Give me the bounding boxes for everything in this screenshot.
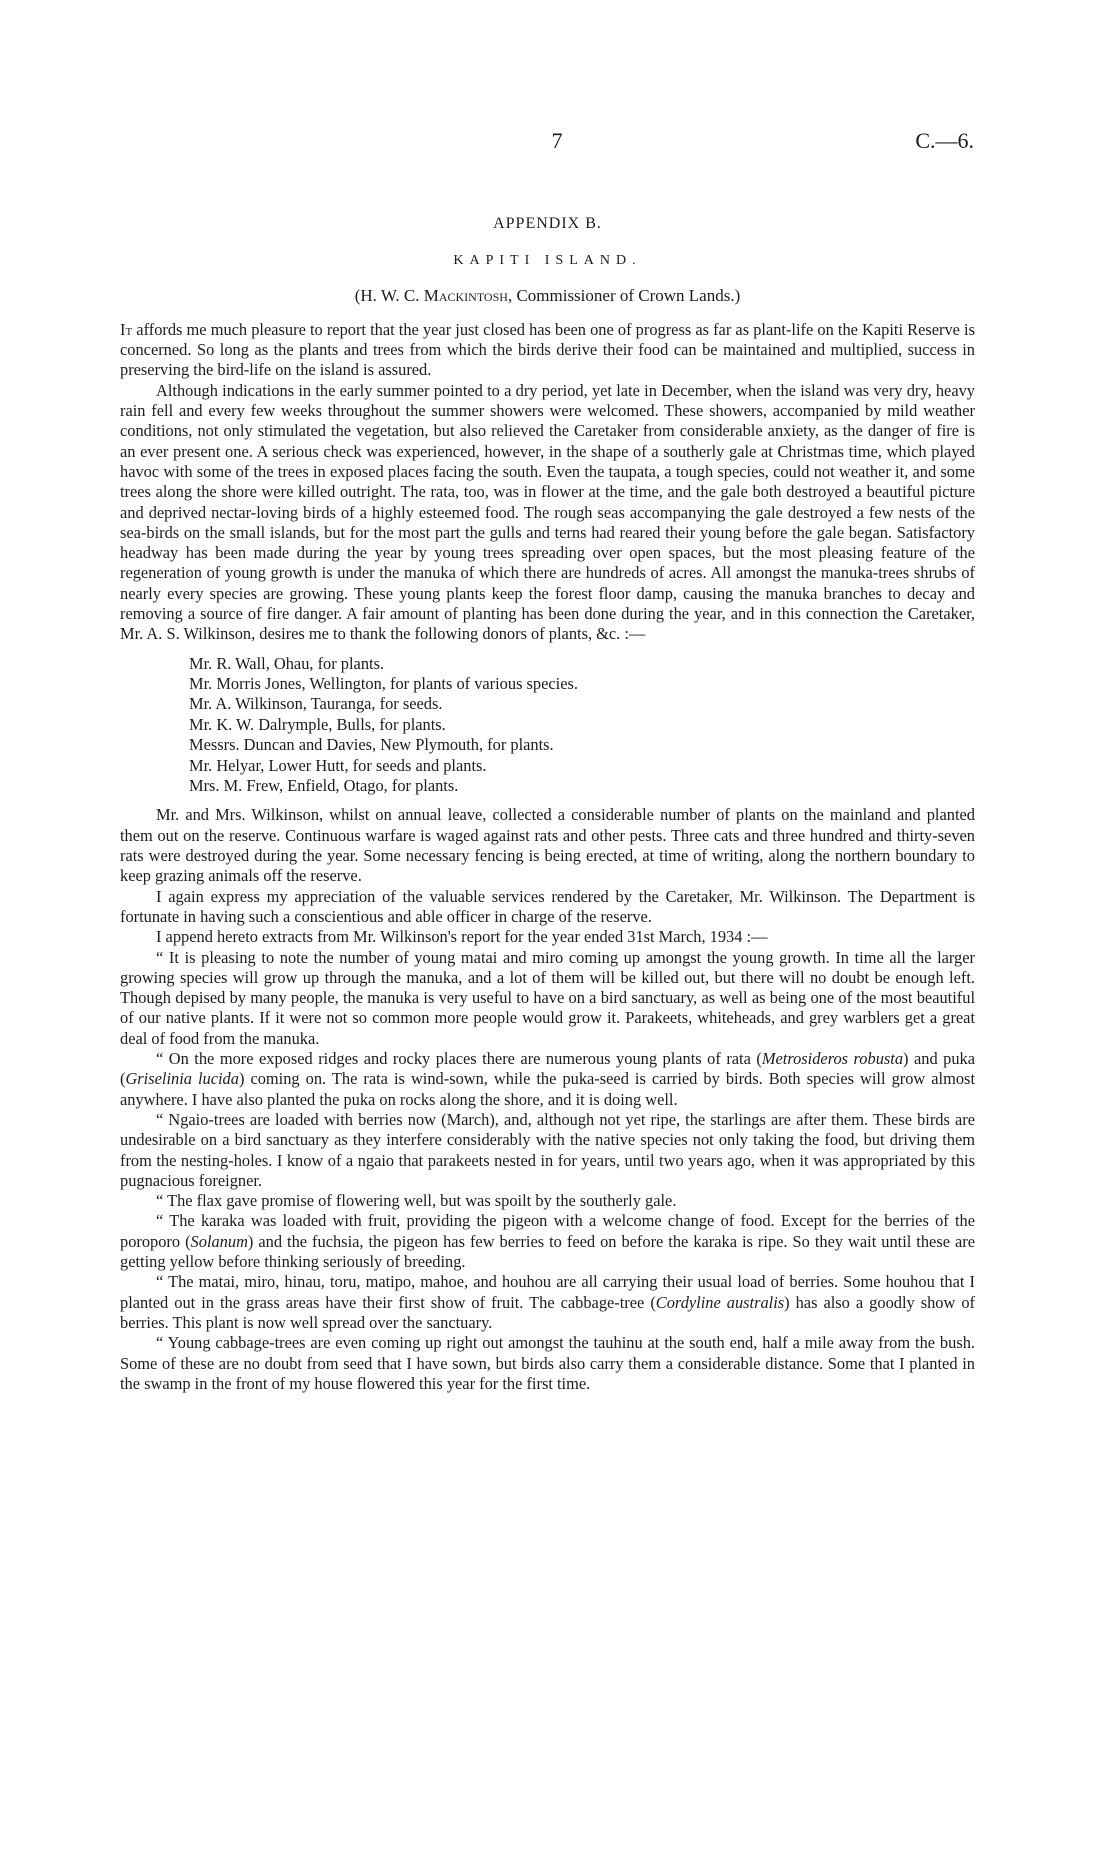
donor-item: Mr. A. Wilkinson, Tauranga, for seeds. [189,694,443,714]
paragraph-appreciation: I again express my appreciation of the valuable services rendered by the Caretaker, Mr. Wilkinson. The Department is fortunate in having such a conscientious and able officer in charge of the reserve. [120,886,975,926]
paragraph-lead-word: It [120,319,133,339]
text-run: “ The karaka was loaded with fruit, providing the pigeon with a welcome change of food. Except for the berries of the poroporo ( [120,1211,975,1251]
author-name: Mackintosh [423,285,508,305]
donor-item: Mr. Helyar, Lower Hutt, for seeds and plants. [189,755,487,775]
appendix-title: APPENDIX B. [493,215,602,232]
paragraph-berries [120,1272,975,1333]
text-run: “ The matai, miro, hinau, toru, matipo, mahoe, and houhou are all carrying their usual load of berries. Some houhou that I planted out in the grass areas have their first show of fruit. The cabbage-tree ( [120,1272,975,1312]
donor-item: Messrs. Duncan and Davies, New Plymouth, for plants. [189,735,554,755]
text-run: ) coming on. The rata is wind-sown, while the puka-seed is carried by birds. Both species will grow almost anywhere. I have also planted the puka on rocks along the shore, and it is doing well. [120,1069,975,1109]
paragraph-intro-text: affords me much pleasure to report that the year just closed has been one of progress as far as plant-life on the Kapiti Reserve is concerned. So long as the plants and trees from which the birds derive their food can be maintained and multiplied, success in preserving the bird-life on the island is assured. [120,319,975,380]
donor-list [189,654,975,797]
text-run: “ On the more exposed ridges and rocky places there are numerous young plants of rata ( [156,1049,762,1069]
paragraph-season: Although indications in the early summer pointed to a dry period, yet late in December, when the island was very dry, heavy rain fell and every few weeks throughout the summer showers were welcomed. These showers, accompanied by mild weather conditions, not only stimulated the vegetation, but also relieved the Caretaker from considerable anxiety, as the danger of fire is an ever present one. A serious check was experienced, however, in the shape of a southerly gale at Christmas time, which played havoc with some of the trees in exposed places facing the south. Even the taupata, a tough species, could not weather it, and some trees along the shore were killed outright. The rata, too, was in flower at the time, and the gale both destroyed a beautiful picture and deprived nectar-loving birds of a highly esteemed food. The rough seas accompanying the gale destroyed a few nests of the sea-birds on the small islands, but for the most part the gulls and terns had reared their young before the gale began. Satisfactory headway has been made during the year by young trees spreading over open spaces, but the most pleasing feature of the regeneration of young growth is under the manuka of which there are hundreds of acres. All amongst the manuka-trees shrubs of nearly every species are growing. These young plants keep the forest floor damp, causing the manuka branches to decay and removing a source of fire danger. A fair amount of planting has been done during the year, and in this connection the Caretaker, Mr. A. S. Wilkinson, desires me to thank the following donors of plants, &c. :— [120,380,975,644]
author-title: , Commissioner of Crown Lands.) [507,285,741,305]
text-run: ) has also a goodly show of berries. This plant is now well spread over the sanctuary. [120,1292,975,1332]
species-name: Cordyline australis [655,1292,785,1312]
paragraph-leave: Mr. and Mrs. Wilkinson, whilst on annual leave, collected a considerable number of plants on the mainland and planted them out on the reserve. Continuous warfare is waged against rats and other pests. Three cats and three hundred and thirty-seven rats were destroyed during the year. Some necessary fencing is being erected, at time of writing, along the northern boundary to keep grazing animals off the reserve. [120,805,975,886]
donor-item: Mr. K. W. Dalrymple, Bulls, for plants. [189,714,446,734]
paragraph-rata-puka [120,1049,975,1110]
species-name: Metrosideros robusta [761,1049,904,1069]
paragraph-flax: “ The flax gave promise of flowering well, but was spoilt by the southerly gale. [156,1191,677,1211]
author-line [120,286,975,306]
paragraph-ngaio: “ Ngaio-trees are loaded with berries now (March), and, although not yet ripe, the starlings are after them. These birds are undesirable on a bird sanctuary as they interfere considerably with the native species not only taking the food, but driving them from the nesting-holes. I know of a ngaio that parakeets nested in for years, until two years ago, when it was appropriated by this pugnacious foreigner. [120,1109,975,1190]
report-body [120,214,975,1394]
paragraph-extracts-intro: I append hereto extracts from Mr. Wilkinson's report for the year ended 31st March, 1934 :— [156,927,768,947]
document-code: C.—6. [915,128,974,153]
donor-item: Mr. R. Wall, Ohau, for plants. [189,653,385,673]
paragraph-matai-miro: “ It is pleasing to note the number of young matai and miro coming up amongst the young growth. In time all the larger growing species will grow up through the manuka, and a lot of them will be killed out, but there will no doubt be enough left. Though depised by many people, the manuka is very useful to have on a bird sanctuary, as well as being one of the most beautiful of our native plants. If it were not so common more people would grow it. Parakeets, whiteheads, and grey warblers get a great deal of food from the manuka. [120,947,975,1048]
paragraph-intro [120,320,975,381]
author-prefix: (H. W. C. [354,285,424,305]
species-name: Solanum [190,1231,248,1251]
section-subtitle: KAPITI ISLAND. [453,253,642,269]
donor-item: Mr. Morris Jones, Wellington, for plants of various species. [189,674,578,694]
paragraph-cabbage-trees: “ Young cabbage-trees are even coming up right out amongst the tauhinu at the south end, half a mile away from the bush. Some of these are no doubt from seed that I have sown, but birds also carry them a considerable distance. Some that I planted in the swamp in the front of my house flowered this year for the first time. [120,1333,975,1393]
species-name: Griselinia lucida [125,1069,239,1089]
page-number: 7 [551,128,563,153]
text-run: ) and puka ( [120,1049,976,1089]
text-run: ) and the fuchsia, the pigeon has few berries to feed on before the karaka is ripe. So they wait until these are getting yellow before thinking seriously of breeding. [120,1231,975,1272]
paragraph-karaka [120,1211,975,1272]
donor-item: Mrs. M. Frew, Enfield, Otago, for plants. [189,776,459,796]
